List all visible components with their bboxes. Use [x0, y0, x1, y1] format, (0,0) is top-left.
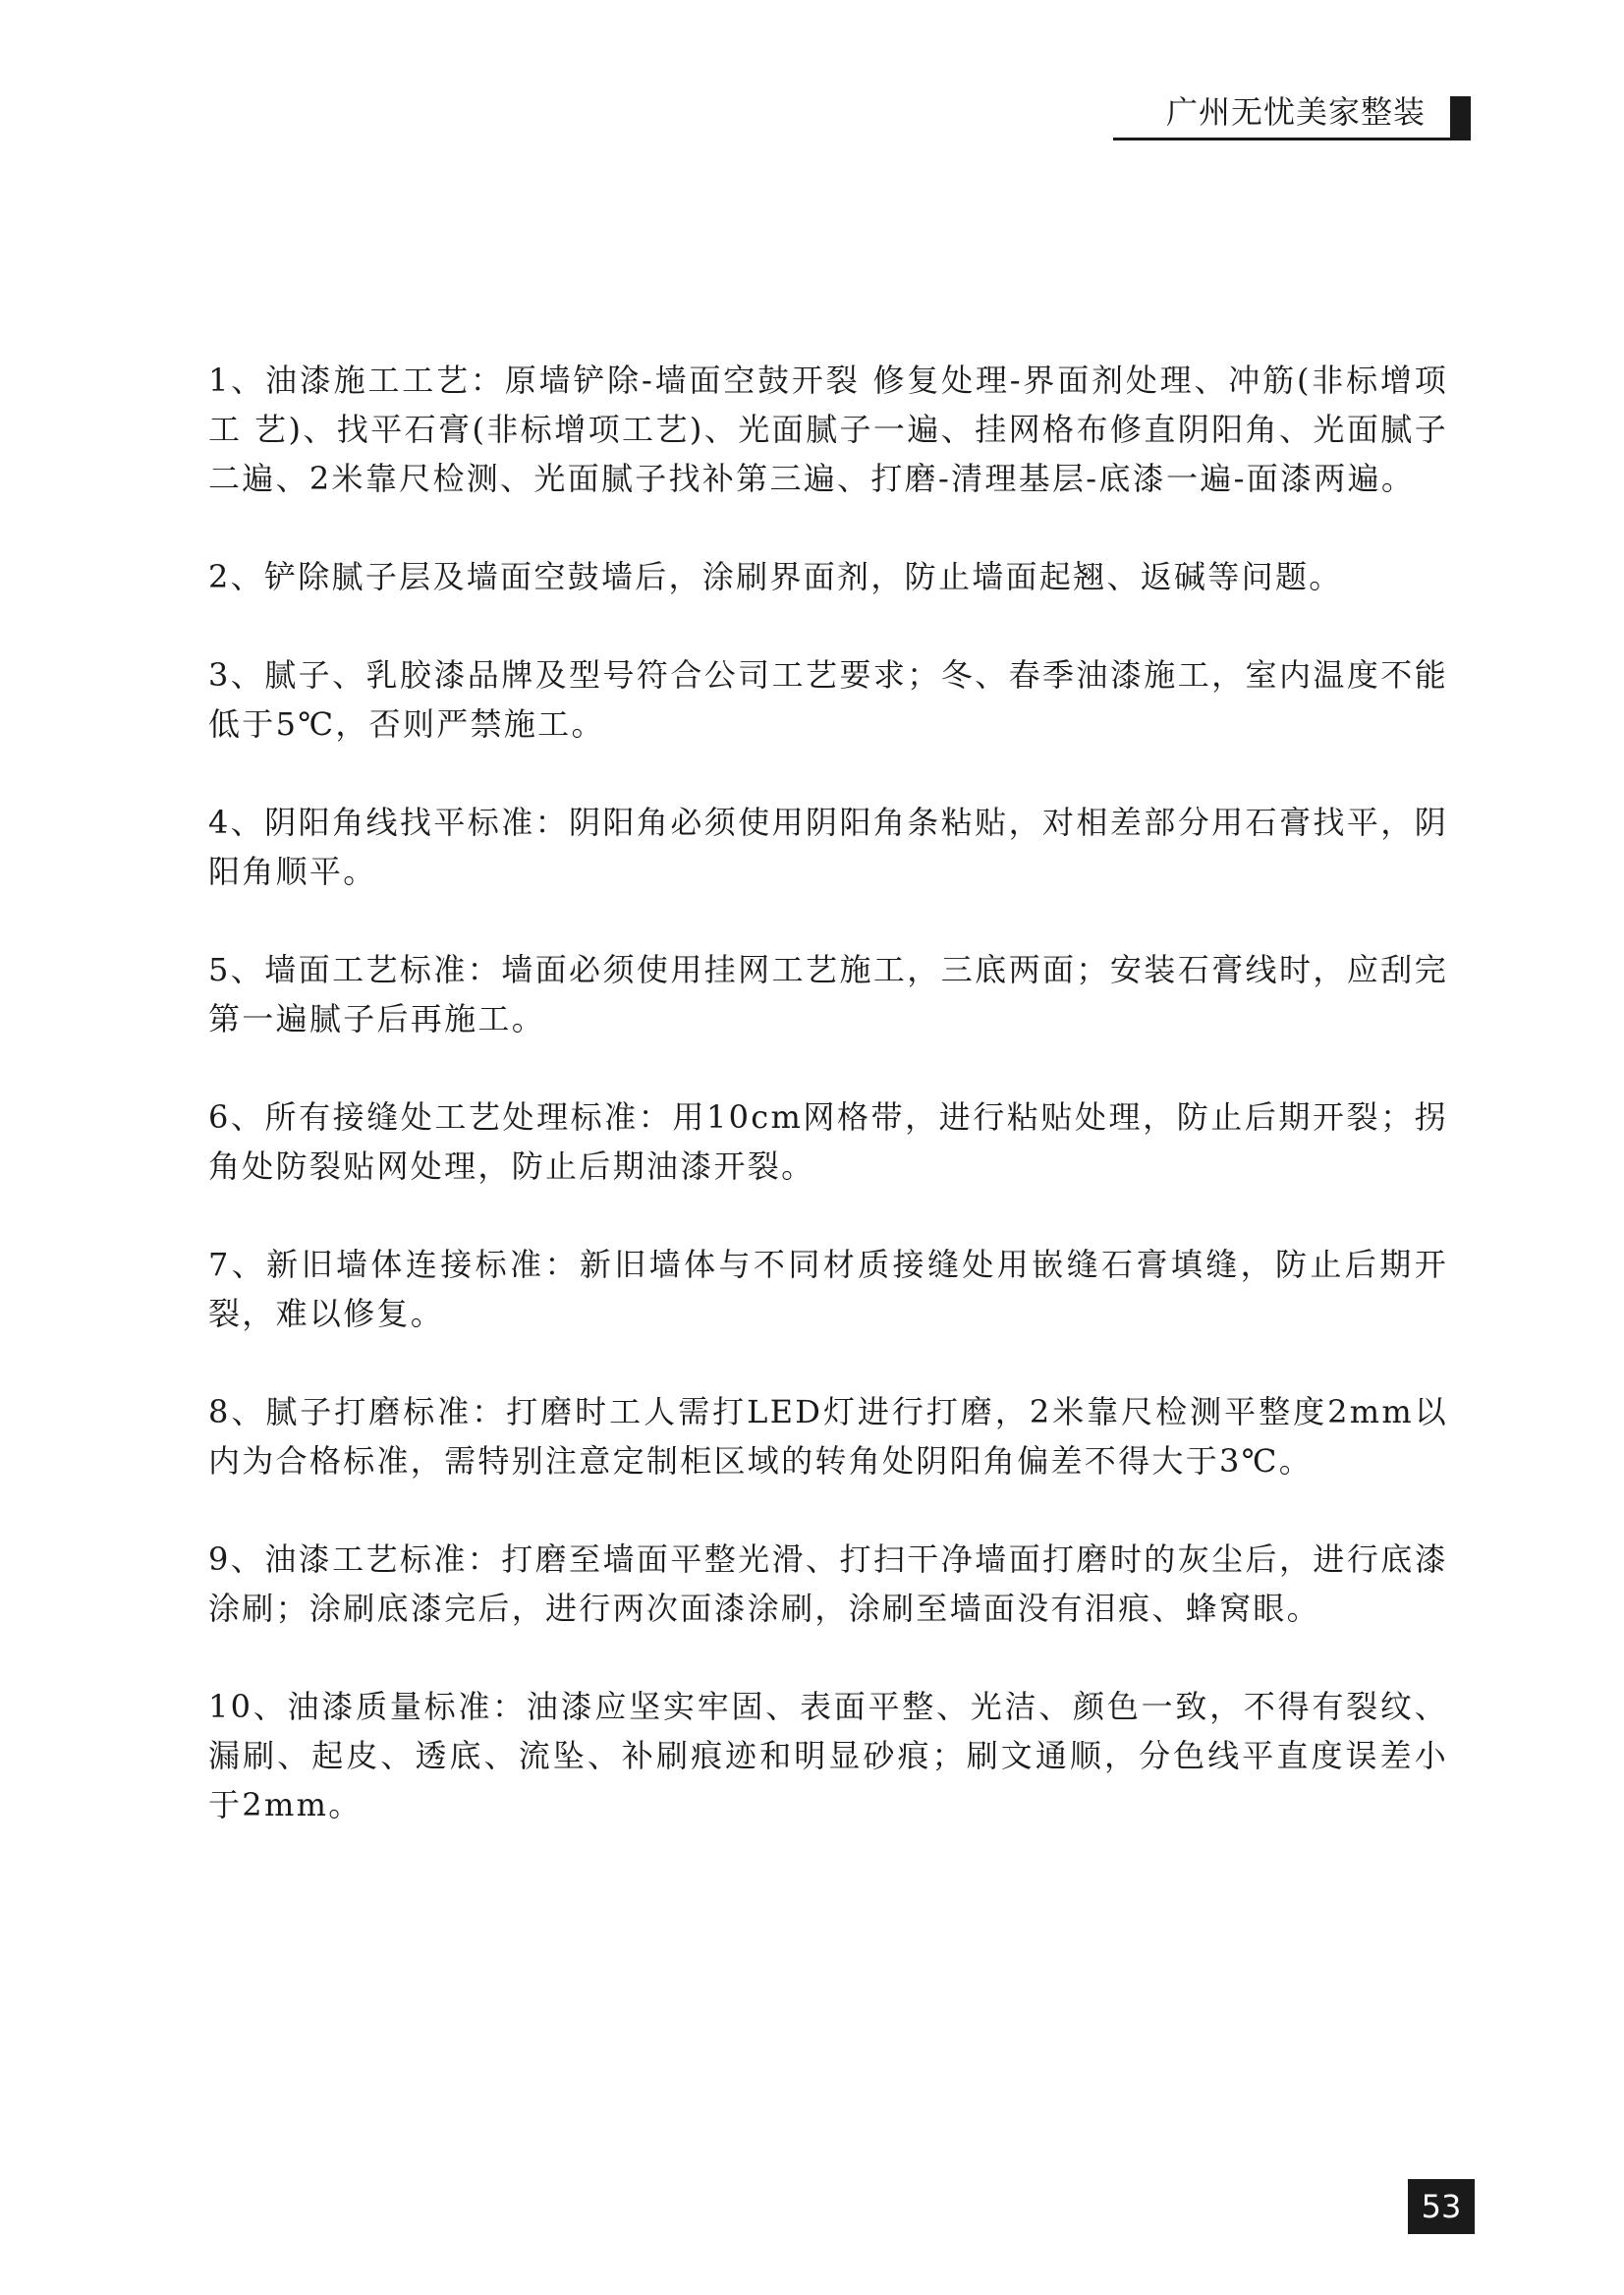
header-block-mark — [1450, 96, 1471, 140]
header-rule — [1113, 138, 1471, 140]
paragraph-6: 6、所有接缝处工艺处理标准：用10cm网格带，进行粘贴处理，防止后期开裂；拐角处防裂贴网处理，防止后期油漆开裂。 — [208, 1098, 1448, 1185]
paragraph-10: 10、油漆质量标准：油漆应坚实牢固、表面平整、光洁、颜色一致，不得有裂纹、漏刷、起皮、透底、流坠、补刷痕迹和明显砂痕；刷文通顺，分色线平直度误差小于2mm。 — [208, 1688, 1448, 1823]
paragraph-4: 4、阴阳角线找平标准：阴阳角必须使用阴阳角条粘贴，对相差部分用石膏找平，阴阳角顺平。 — [208, 804, 1448, 890]
header-title: 广州无忧美家整装 — [1165, 93, 1426, 131]
paragraph-2: 2、铲除腻子层及墙面空鼓墙后，涂刷界面剂，防止墙面起翘、返碱等问题。 — [208, 558, 1343, 595]
document-body — [208, 356, 1448, 1878]
page-number: 53 — [1408, 2179, 1475, 2234]
paragraph-1: 1、油漆施工工艺：原墙铲除-墙面空鼓开裂 修复处理-界面剂处理、冲筋(非标增项工 艺)、找平石膏(非标增项工艺)、光面腻子一遍、挂网格布修直阴阳角、光面腻子二遍、2米靠尺检测、光面腻子找补第三遍、打磨-清理基层-底漆一遍-面漆两遍。 — [208, 362, 1448, 497]
paragraph-9: 9、油漆工艺标准：打磨至墙面平整光滑、打扫干净墙面打磨时的灰尘后，进行底漆涂刷；涂刷底漆完后，进行两次面漆涂刷，涂刷至墙面没有泪痕、蜂窝眼。 — [208, 1540, 1448, 1627]
paragraph-5: 5、墙面工艺标准：墙面必须使用挂网工艺施工，三底两面；安装石膏线时，应刮完第一遍腻子后再施工。 — [208, 951, 1448, 1037]
paragraph-8: 8、腻子打磨标准：打磨时工人需打LED灯进行打磨，2米靠尺检测平整度2mm以内为合格标准，需特别注意定制柜区域的转角处阴阳角偏差不得大于3℃。 — [208, 1393, 1448, 1480]
paragraph-7: 7、新旧墙体连接标准：新旧墙体与不同材质接缝处用嵌缝石膏填缝，防止后期开裂，难以修复。 — [208, 1246, 1448, 1332]
page-header — [1113, 86, 1471, 140]
paragraph-3: 3、腻子、乳胶漆品牌及型号符合公司工艺要求；冬、春季油漆施工，室内温度不能低于5℃，否则严禁施工。 — [208, 656, 1448, 743]
